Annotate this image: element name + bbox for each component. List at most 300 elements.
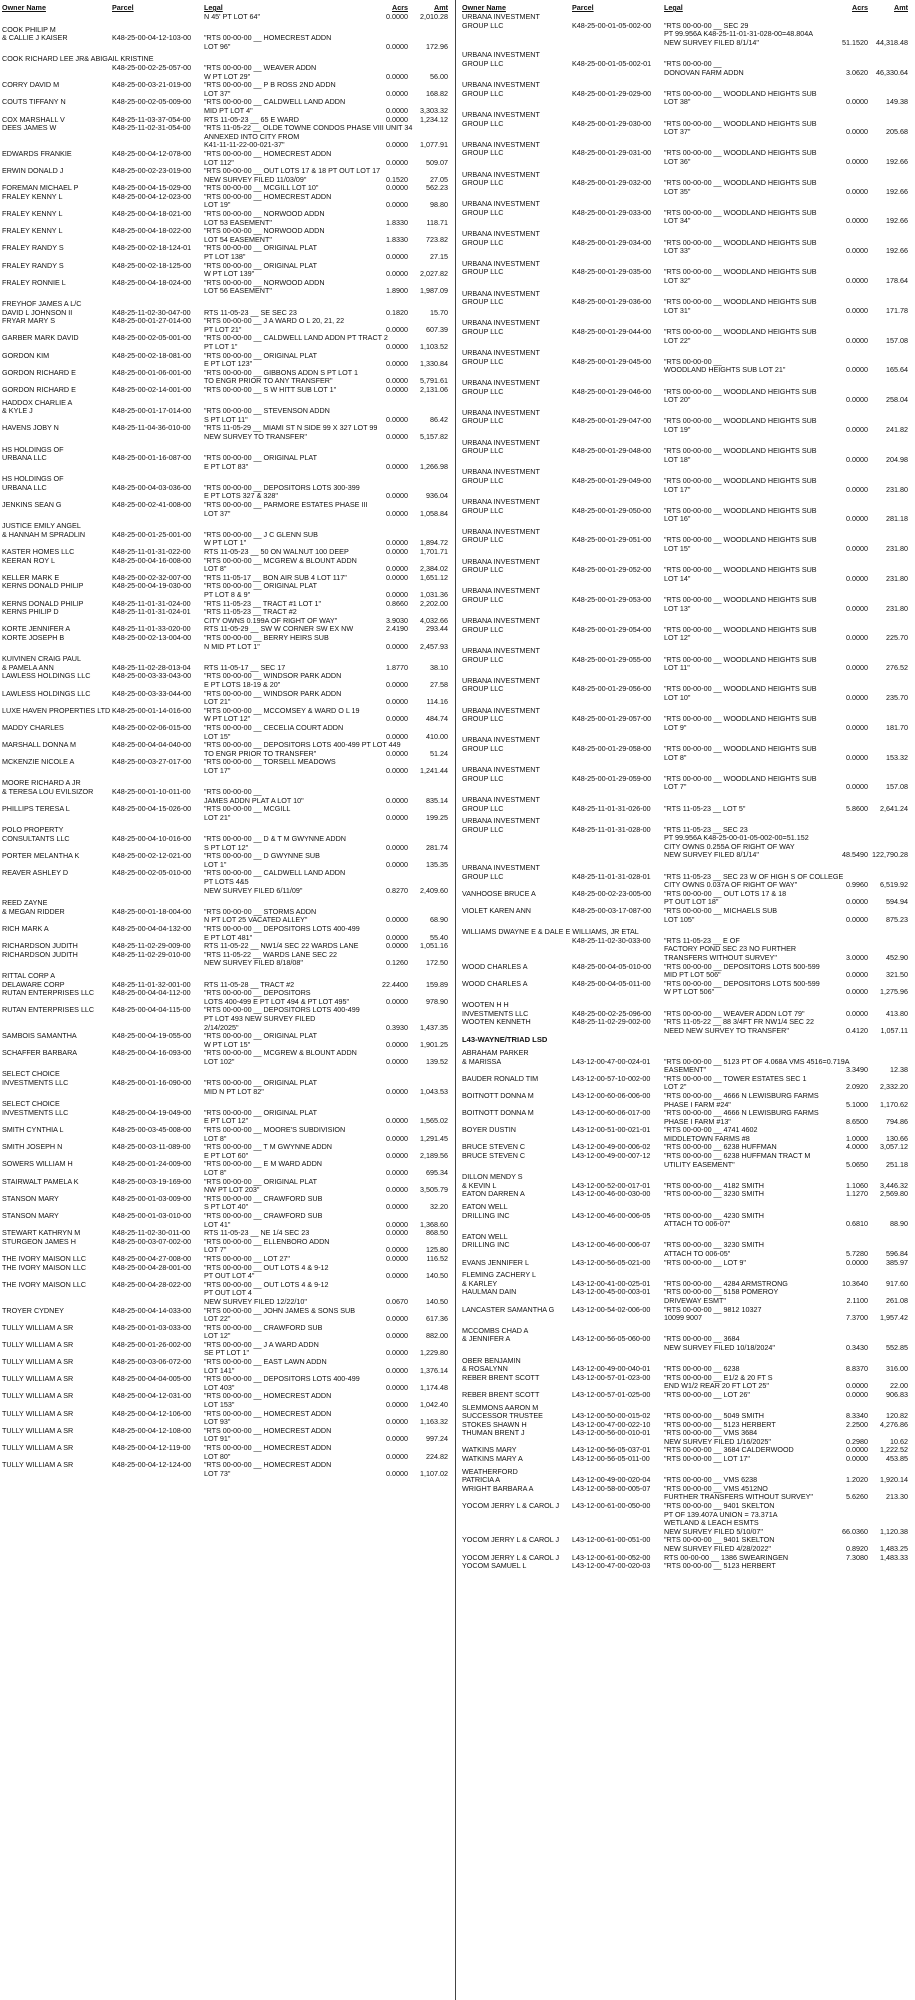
acres-cell: 0.4120: [846, 1025, 868, 1035]
amount-cell: 321.50: [886, 970, 908, 980]
parcel-cell: K48-25-11-01-31-026-00: [572, 803, 651, 813]
owner-cell: GROUP LLC: [462, 595, 504, 605]
parcel-cell: K48-25-00-04-12-078-00: [112, 148, 192, 158]
amount-cell: 181.70: [886, 722, 908, 732]
parcel-cell: K48-25-00-01-29-050-00: [572, 505, 652, 515]
legal-cell: "RTS 00-00-00 __ WOODLAND HEIGHTS SUB: [664, 684, 817, 694]
legal-cell: CITY OWNS 0.255A OF RIGHT OF WAY: [664, 841, 795, 851]
legal-cell: LOT 13": [664, 603, 691, 613]
legal-cell: W PT LOT 12": [204, 714, 251, 724]
legal-cell: N 45' PT LOT 64": [204, 12, 260, 21]
parcel-cell: K48-25-00-04-03-036-00: [112, 482, 192, 492]
owner-cell: GROUP LLC: [462, 148, 504, 158]
parcel-cell: K48-25-00-04-04-132-00: [112, 923, 192, 933]
legal-cell: LOT 37": [204, 508, 231, 518]
legal-cell: "RTS 00-00-00 __ J C GLENN SUB: [204, 529, 318, 539]
owner-cell: ABRAHAM PARKER: [462, 1047, 529, 1057]
acres-cell: 0.0000: [846, 454, 868, 464]
amount-cell: 594.94: [886, 897, 908, 907]
owner-cell: BOITNOTT DONNA M: [462, 1108, 534, 1118]
legal-cell: LOT 38": [664, 97, 691, 107]
legal-cell: S PT LOT 11": [204, 414, 248, 424]
owner-cell: LAWLESS HOLDINGS LLC: [2, 671, 91, 681]
parcel-cell: K48-25-00-04-28-001-00: [112, 1262, 192, 1272]
legal-cell: LOT 17": [204, 765, 231, 775]
legal-cell: "RTS 00-00-00 __ HOMECREST ADDN: [204, 1443, 332, 1452]
owner-cell: TROYER CYDNEY: [2, 1305, 64, 1315]
legal-cell: "RTS 00-00-00 __ STORMS ADDN: [204, 906, 317, 916]
owner-cell: & ROSALYNN: [462, 1364, 508, 1374]
parcel-cell: K48-25-00-04-12-023-00: [112, 191, 192, 201]
legal-cell: LOT 15": [664, 544, 691, 554]
acres-cell: 0.0000: [386, 114, 408, 124]
legal-cell: PT LOT 138": [204, 252, 246, 262]
table-row: [462, 664, 910, 673]
owner-cell: FRALEY KENNY L: [2, 209, 63, 219]
owner-cell: FRALEY RANDY S: [2, 243, 64, 253]
parcel-cell: K48-25-00-01-16-087-00: [112, 453, 192, 463]
legal-cell: "RTS 00-00-00 __ OUT LOTS 4 & 9-12: [204, 1262, 329, 1272]
acres-cell: 0.0000: [846, 216, 868, 226]
acres-cell: 0.0000: [386, 1086, 408, 1096]
legal-cell: "RTS 00-00-00 __ ORIGINAL PLAT: [204, 453, 318, 463]
acres-cell: 0.0000: [386, 1348, 408, 1358]
parcel-cell: L43-12-00-52-00-017-01: [572, 1180, 651, 1190]
amount-cell: 882.00: [426, 1331, 448, 1341]
table-row: [462, 775, 910, 784]
amount-cell: 171.78: [886, 305, 908, 315]
legal-cell: "RTS 00-00-00 __ 9401 SKELTON: [664, 1501, 775, 1511]
legal-cell: "RTS 00-00-00 __ 3230 SMITH: [664, 1240, 764, 1250]
acres-cell: 0.0000: [846, 752, 868, 762]
owner-cell: MARSHALL DONNA M: [2, 740, 77, 750]
table-row: [2, 13, 450, 22]
owner-cell: & KYLE J: [2, 406, 33, 416]
legal-cell: "RTS 00-00-00 __ ORIGINAL PLAT: [204, 1031, 318, 1041]
acres-cell: 0.0000: [386, 1434, 408, 1444]
amount-cell: 413.80: [886, 1008, 908, 1018]
parcel-cell: K48-25-00-01-05-002-00: [572, 20, 652, 30]
legal-cell: "RTS 00-00-00 __ HOMECREST ADDN: [204, 1391, 332, 1401]
owner-cell: URBANA INVESTMENT: [462, 675, 540, 685]
legal-cell: "RTS 00-00-00 __ LOT 17": [664, 1454, 750, 1464]
legal-cell: "RTS 00-00-00 __ LOT 26": [664, 1389, 750, 1399]
owner-cell: FLEMING ZACHERY L: [462, 1270, 537, 1280]
legal-cell: LOT 8": [204, 1168, 227, 1177]
amount-cell: 38.10: [430, 662, 448, 672]
amount-cell: 98.80: [430, 200, 448, 210]
owner-cell: EATON WELL: [462, 1202, 508, 1212]
legal-cell: "RTS 00-00-00 __ ORIGINAL PLAT: [204, 260, 318, 270]
owner-cell: FRYAR MARY S: [2, 316, 55, 326]
owner-cell: GROUP LLC: [462, 446, 504, 456]
owner-cell: GROUP LLC: [462, 386, 504, 396]
header-parcel: Parcel: [572, 3, 594, 12]
legal-cell: NEW SURVEY FILED 12/22/10": [204, 1296, 307, 1306]
owner-cell: GROUP LLC: [462, 803, 504, 813]
acres-cell: 0.0000: [386, 697, 408, 707]
acres-cell: 0.8920: [846, 1544, 868, 1553]
owner-cell: GROUP LLC: [462, 535, 504, 545]
header-acrs: Acrs: [852, 3, 868, 12]
acres-cell: 2.1100: [846, 1295, 868, 1305]
owner-cell: FREYHOF JAMES A L/C: [2, 299, 82, 308]
amount-cell: 453.85: [886, 1454, 908, 1464]
legal-cell: "RTS 00-00-00 __ HOMECREST ADDN: [204, 1460, 332, 1470]
owner-cell: TULLY WILLIAM A SR: [2, 1374, 74, 1384]
acres-cell: 0.0000: [386, 1245, 408, 1255]
parcel-cell: L43-12-00-47-00-020-03: [572, 1561, 651, 1571]
owner-cell: KASTER HOMES LLC: [2, 547, 75, 557]
table-row: [2, 43, 450, 52]
legal-cell: "RTS 00-00-00 __ WOODLAND HEIGHTS SUB: [664, 327, 817, 336]
owner-cell: GROUP LLC: [462, 475, 504, 485]
legal-cell: "RTS 00-00-00 __ WOODLAND HEIGHTS SUB: [664, 743, 817, 753]
owner-cell: WOOD CHARLES A: [462, 978, 528, 988]
owner-cell: SELECT CHOICE: [2, 1069, 60, 1079]
table-row: [462, 1314, 910, 1323]
parcel-cell: K48-25-00-04-12-119-00: [112, 1443, 191, 1452]
amount-cell: 224.82: [426, 1451, 448, 1461]
legal-cell: "RTS 11-05-23 __ LOT 5": [664, 803, 746, 813]
acres-cell: 0.0000: [846, 484, 868, 494]
owner-cell: WATKINS MARY: [462, 1445, 517, 1455]
amount-cell: 835.14: [426, 795, 448, 805]
owner-cell: DELAWARE CORP: [2, 979, 65, 989]
amount-cell: 241.82: [886, 424, 908, 434]
legal-cell: RTS 00-00-00 __ 1386 SWEARINGEN: [664, 1552, 789, 1562]
legal-cell: DRIVEWAY ESMT": [664, 1295, 726, 1305]
owner-cell: CONSULTANTS LLC: [2, 834, 70, 844]
acres-cell: 0.0000: [386, 252, 408, 262]
acres-cell: 0.0000: [846, 987, 868, 997]
parcel-cell: K48-25-11-01-31-024-00: [112, 598, 191, 608]
amount-cell: 978.90: [426, 996, 448, 1006]
owner-cell: GROUP LLC: [462, 743, 504, 753]
owner-cell: URBANA INVESTMENT: [462, 586, 540, 596]
amount-cell: 235.70: [886, 692, 908, 702]
legal-cell: "RTS 00-00-00 __ D & T M GWYNNE ADDN: [204, 834, 346, 844]
legal-cell: "RTS 00-00-00 __ P B ROSS 2ND ADDN: [204, 80, 336, 90]
acres-cell: 0.0000: [386, 71, 408, 81]
table-row: [462, 916, 910, 925]
legal-cell: END W1/2 REAR 20 FT LOT 25": [664, 1381, 769, 1391]
parcel-cell: L43-12-00-58-00-005-07: [572, 1483, 651, 1493]
amount-cell: 116.52: [426, 1253, 448, 1263]
parcel-cell: K48-25-00-02-23-005-00: [572, 888, 652, 898]
amount-cell: 15.70: [430, 307, 448, 317]
table-row: [462, 694, 910, 703]
owner-cell: THUMAN BRENT J: [462, 1428, 525, 1438]
parcel-cell: K48-25-00-04-04-040-00: [112, 740, 192, 750]
legal-cell: "RTS 00-00-00 __ PARMORE ESTATES PHASE III: [204, 500, 368, 510]
parcel-cell: K48-25-00-01-26-002-00: [112, 1339, 192, 1349]
legal-cell: "RTS 00-00-00 __ 9401 SKELTON: [664, 1535, 775, 1545]
owner-cell: GROUP LLC: [462, 58, 504, 68]
owner-cell: TULLY WILLIAM A SR: [2, 1322, 74, 1332]
table-row: [462, 39, 910, 48]
legal-cell: E PT LOT 60": [204, 1150, 249, 1160]
parcel-cell: K48-25-00-02-18-081-00: [112, 350, 192, 360]
acres-cell: 0.0000: [846, 156, 868, 166]
owner-cell: SAMBOIS SAMANTHA: [2, 1031, 77, 1041]
amount-cell: 1,483.33: [880, 1552, 908, 1562]
acres-cell: 0.0000: [846, 335, 868, 345]
owner-cell: & TERESA LOU EVILSIZOR: [2, 787, 94, 797]
table-row: [462, 396, 910, 405]
legal-cell: LOT 10": [664, 692, 691, 702]
legal-cell: LOT 19": [664, 424, 691, 434]
table-row: [462, 486, 910, 495]
owner-cell: DEES JAMES W: [2, 123, 57, 133]
owner-cell: GROUP LLC: [462, 684, 504, 694]
legal-cell: PT LOTS 4&5: [204, 877, 249, 886]
legal-cell: "RTS 00-00-00 __ WEAVER ADDN: [204, 62, 317, 72]
header-owner: Owner Name: [462, 3, 506, 12]
legal-cell: LOT 105": [664, 914, 695, 924]
legal-cell: N MID PT LOT 1": [204, 641, 260, 651]
legal-cell: "RTS 00-00-00 __ WOODLAND HEIGHTS SUB: [664, 118, 817, 128]
legal-cell: LOT 37": [664, 127, 691, 137]
legal-cell: RTS 11-05-17 __ SEC 17: [204, 662, 286, 672]
table-row: [462, 851, 910, 860]
owner-cell: URBANA INVESTMENT: [462, 258, 540, 268]
owner-cell: STURGEON JAMES H: [2, 1236, 76, 1246]
acres-cell: 8.3340: [846, 1411, 868, 1421]
acres-cell: 0.0000: [846, 276, 868, 286]
amount-cell: 4,032.66: [420, 615, 448, 625]
amount-cell: 1,163.32: [420, 1417, 448, 1427]
amount-cell: 410.00: [426, 731, 448, 741]
amount-cell: 172.96: [426, 41, 448, 51]
acres-cell: 3.3490: [846, 1065, 868, 1075]
legal-cell: LOT 153": [204, 1400, 235, 1410]
parcel-cell: K48-25-00-02-05-001-00: [112, 333, 192, 343]
amount-cell: 261.08: [886, 1295, 908, 1305]
legal-cell: E PT LOT 83": [204, 461, 249, 471]
legal-cell: CITY OWNS 0.037A OF RIGHT OF WAY": [664, 880, 798, 890]
owner-cell: POLO PROPERTY: [2, 825, 64, 835]
legal-cell: LOT 36": [664, 156, 691, 166]
owner-cell: GROUP LLC: [462, 505, 504, 515]
owner-cell: THE IVORY MAISON LLC: [2, 1253, 87, 1263]
table-row: [462, 1455, 910, 1464]
amount-cell: 1,234.12: [420, 114, 448, 124]
acres-cell: 0.0000: [386, 859, 408, 869]
acres-cell: 0.0000: [386, 1331, 408, 1341]
owner-cell: URBANA LLC: [2, 482, 47, 492]
parcel-cell: K48-25-00-03-19-169-00: [112, 1176, 192, 1186]
legal-cell: "RTS 00-00-00 __ WEAVER ADDN LOT 79": [664, 1008, 805, 1018]
parcel-cell: L43-12-00-47-00-022-10: [572, 1419, 651, 1429]
parcel-cell: K48-25-00-02-23-019-00: [112, 166, 192, 176]
legal-cell: "RTS 00-00-00 __ LOT 27": [204, 1253, 290, 1263]
owner-cell: HS HOLDINGS OF: [2, 474, 64, 484]
owner-cell: BRUCE STEVEN C: [462, 1151, 526, 1161]
amount-cell: 1,901.25: [420, 1039, 448, 1049]
parcel-cell: K48-25-00-01-10-011-00: [112, 787, 191, 797]
legal-cell: LOT 141": [204, 1365, 235, 1375]
parcel-cell: K48-25-00-04-18-021-00: [112, 209, 192, 219]
table-row: [2, 1126, 450, 1135]
acres-cell: 0.0000: [386, 508, 408, 518]
acres-cell: 0.0000: [386, 590, 408, 599]
acres-cell: 5.0650: [846, 1159, 868, 1169]
owner-cell: & KARLEY: [462, 1278, 498, 1288]
acres-cell: 1.2020: [846, 1475, 868, 1485]
amount-cell: 225.70: [886, 633, 908, 643]
amount-cell: 1,701.71: [420, 547, 448, 557]
acres-cell: 1.8770: [386, 662, 408, 672]
parcel-cell: K48-25-00-01-29-053-00: [572, 595, 652, 605]
parcel-cell: K48-25-00-04-16-008-00: [112, 555, 192, 565]
legal-cell: "RTS 00-00-00 __ DEPOSITORS LOTS 400-499: [204, 923, 360, 933]
amount-cell: 231.80: [886, 603, 908, 613]
acres-cell: 0.0000: [846, 424, 868, 434]
amount-cell: 1,957.42: [880, 1313, 908, 1323]
legal-cell: "RTS 00-00-00 __ CALDWELL LAND ADDN: [204, 868, 346, 878]
amount-cell: 596.84: [886, 1249, 908, 1258]
legal-cell: RTS 11-05-23 __ 50 ON WALNUT 100 DEEP: [204, 547, 349, 557]
legal-cell: LOT 112": [204, 157, 234, 167]
acres-cell: 0.0000: [846, 1257, 868, 1267]
table-row: [462, 69, 910, 78]
legal-cell: "RTS 00-00-00 __ CRAWFORD SUB: [204, 1210, 323, 1220]
table-row: [462, 575, 910, 584]
amount-cell: 22.00: [890, 1381, 908, 1391]
acres-cell: 0.0000: [386, 431, 408, 441]
legal-cell: "RTS 00-00-00 __ 4284 ARMSTRONG: [664, 1278, 788, 1288]
owner-cell: URBANA INVESTMENT: [462, 467, 540, 477]
owner-cell: STANSON MARY: [2, 1193, 59, 1203]
owner-cell: LUXE HAVEN PROPERTIES LTD: [2, 705, 111, 715]
table-row: [462, 1075, 910, 1084]
acres-cell: 0.0000: [386, 88, 408, 98]
amount-cell: 3,303.32: [420, 105, 448, 115]
owner-cell: MOORE RICHARD A JR: [2, 778, 81, 788]
parcel-cell: K48-25-11-04-36-010-00: [112, 423, 191, 433]
legal-cell: "RTS 00-00-00 __ 4230 SMITH: [664, 1210, 764, 1220]
legal-cell: MID PT LOT 506": [664, 970, 721, 980]
legal-cell: W PT LOT 506": [664, 987, 715, 997]
acres-cell: 0.0000: [386, 1039, 408, 1049]
owner-cell: GROUP LLC: [462, 237, 504, 247]
header-amt: Amt: [434, 3, 448, 12]
table-row: [2, 1470, 450, 1479]
amount-cell: 168.82: [426, 88, 448, 98]
amount-cell: 2,332.20: [880, 1082, 908, 1092]
parcel-cell: K48-25-00-04-12-103-00: [112, 33, 192, 43]
legal-cell: PHASE I FARM #24": [664, 1099, 731, 1109]
parcel-cell: L43-12-00-54-02-006-00: [572, 1304, 651, 1314]
left-rows: [2, 13, 450, 1478]
legal-cell: "RTS 00-00-00 __ WOODLAND HEIGHTS SUB: [664, 237, 817, 247]
parcel-cell: K48-25-00-01-17-014-00: [112, 406, 192, 416]
acres-cell: 0.0000: [846, 1389, 868, 1399]
parcel-cell: K48-25-00-01-29-055-00: [572, 654, 652, 664]
parcel-cell: K48-25-00-03-45-008-00: [112, 1125, 192, 1135]
acres-cell: 2.2500: [846, 1419, 868, 1429]
acres-cell: 0.0000: [386, 842, 408, 852]
legal-cell: "RTS 00-00-00 __ ELLENBORO ADDN: [204, 1236, 330, 1246]
legal-cell: "RTS 00-00-00 __ WOODLAND HEIGHTS SUB: [664, 654, 817, 664]
amount-cell: 3,446.32: [880, 1180, 908, 1190]
amount-cell: 562.23: [426, 183, 448, 193]
owner-cell: HS HOLDINGS OF: [2, 444, 64, 454]
acres-cell: 1.8330: [386, 217, 408, 227]
table-row: [462, 805, 910, 814]
legal-cell: W PT LOT 1": [204, 538, 247, 548]
parcel-cell: K48-25-00-03-11-089-00: [112, 1142, 191, 1152]
acres-cell: 0.0000: [846, 722, 868, 732]
owner-cell: DRILLING INC: [462, 1210, 510, 1220]
acres-cell: 0.0000: [846, 633, 868, 643]
parcel-cell: L43-12-00-41-00-025-01: [572, 1278, 651, 1288]
owner-cell: GROUP LLC: [462, 565, 504, 575]
legal-cell: LOT 8": [204, 1133, 227, 1143]
table-row: [2, 959, 450, 968]
amount-cell: 3,505.79: [420, 1185, 448, 1195]
legal-cell: "RTS 00-00-00 __ 4182 SMITH: [664, 1180, 764, 1190]
amount-cell: 192.66: [886, 216, 908, 226]
acres-cell: 7.3080: [846, 1552, 868, 1562]
table-row: [2, 1058, 450, 1067]
table-row: [2, 1088, 450, 1097]
legal-cell: LOT 15": [204, 731, 231, 741]
owner-cell: SELECT CHOICE: [2, 1099, 60, 1109]
parcel-cell: K48-25-00-04-12-124-00: [112, 1460, 192, 1470]
legal-cell: PT OUT LOT 4": [204, 1271, 255, 1281]
legal-cell: PT 99.956A K48-25-11-01-31-028-00=48.804A: [664, 29, 813, 39]
legal-cell: "RTS 00-00-00 __ 5123 HERBERT: [664, 1561, 776, 1571]
legal-cell: DONOVAN FARM ADDN: [664, 67, 744, 77]
legal-cell: W PT LOT 139": [204, 269, 255, 279]
owner-cell: JENKINS SEAN G: [2, 500, 62, 510]
amount-cell: 607.39: [426, 324, 448, 334]
owner-cell: COX MARSHALL V: [2, 114, 65, 124]
legal-cell: "RTS 00-00-00 __ WOODLAND HEIGHTS SUB: [664, 148, 817, 158]
owner-cell: SMITH JOSEPH N: [2, 1142, 63, 1152]
amount-cell: 231.80: [886, 484, 908, 494]
parcel-cell: K48-25-00-01-24-009-00: [112, 1159, 192, 1169]
amount-cell: 130.66: [886, 1133, 908, 1143]
table-row: [462, 634, 910, 643]
legal-cell: "RTS 00-00-00 __ ORIGINAL PLAT: [204, 581, 318, 591]
owner-cell: DAVID L JOHNSON II: [2, 307, 73, 317]
table-row: [462, 745, 910, 754]
legal-cell: PT LOT 493 NEW SURVEY FILED: [204, 1013, 316, 1023]
amount-cell: 86.42: [430, 414, 448, 424]
table-row: [462, 715, 910, 724]
owner-cell: TULLY WILLIAM A SR: [2, 1391, 74, 1401]
legal-cell: E PT LOT 481": [204, 932, 253, 942]
amount-cell: 1,107.02: [420, 1468, 448, 1478]
acres-cell: 0.0000: [846, 914, 868, 924]
parcel-cell: K48-25-00-04-04-005-00: [112, 1374, 192, 1384]
amount-cell: 1,077.91: [420, 140, 448, 150]
legal-cell: "RTS 00-00-00 __ ORIGINAL PLAT: [204, 243, 318, 253]
owner-cell: KUIVINEN CRAIG PAUL: [2, 654, 81, 664]
acres-cell: 0.0000: [846, 782, 868, 792]
amount-cell: 1,222.52: [880, 1445, 908, 1455]
table-row: [462, 1027, 910, 1036]
owner-cell: PATRICIA A: [462, 1475, 501, 1485]
acres-cell: 0.0000: [386, 932, 408, 942]
legal-cell: "RTS 00-00-00 __ WINDSOR PARK ADDN: [204, 688, 342, 698]
legal-cell: "RTS 00-00-00 __ 5123 PT OF 4.068A VMS 4516=0.719A: [664, 1056, 850, 1066]
legal-cell: "RTS 00-00-00 __ 3684: [664, 1334, 740, 1344]
table-row: [2, 1238, 450, 1247]
